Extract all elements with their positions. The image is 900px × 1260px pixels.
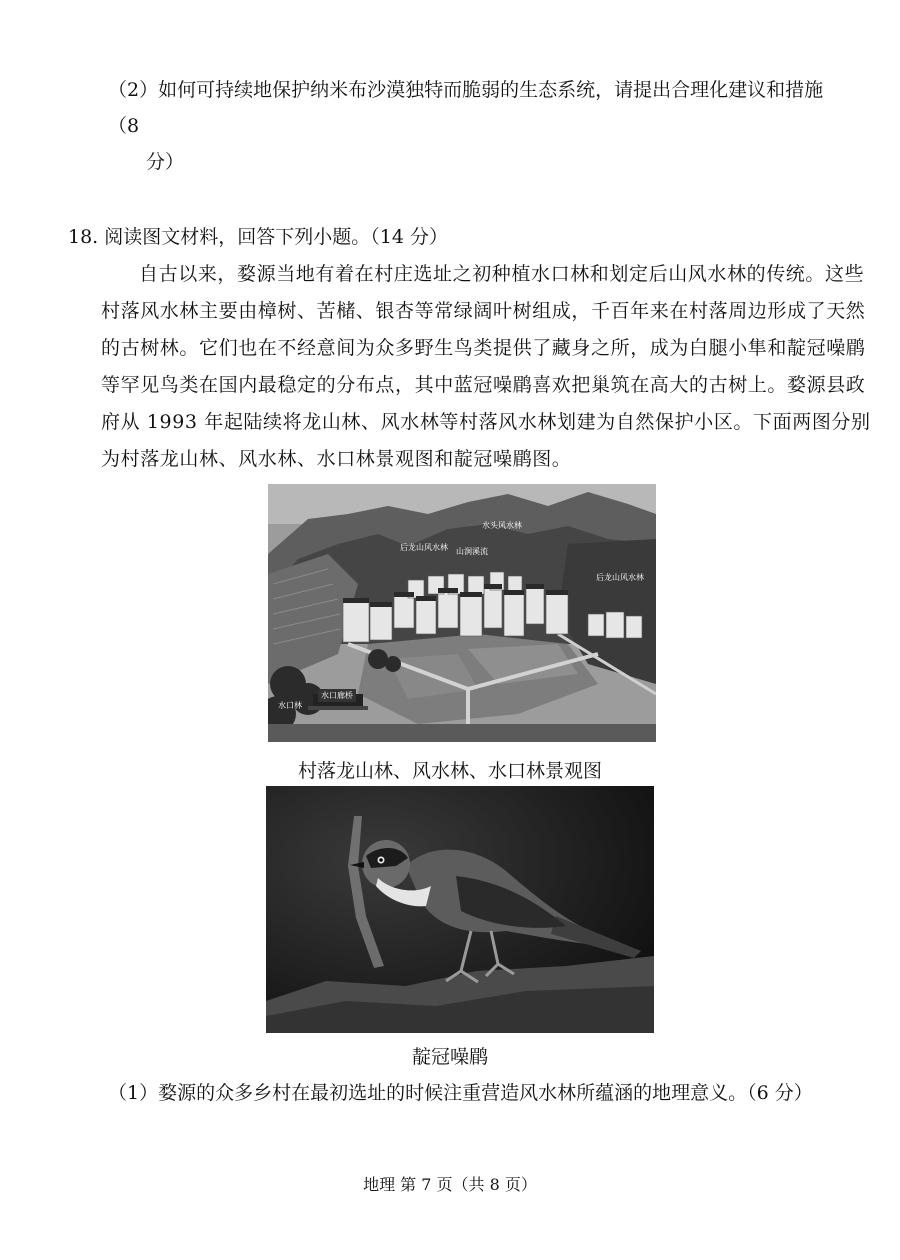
material-line: 自古以来，婺源当地有着在村庄选址之初种植水口林和划定后山风水林的传统。这些 [139,263,865,285]
label-shuikou-covered-bridge: 水口廊桥 [318,689,356,702]
page-footer: 地理 第 7 页（共 8 页） [363,1175,537,1194]
question-2-line-2: 分） [146,151,185,173]
question-18-sub-1: （1）婺源的众多乡村在最初选址的时候注重营造风水林所蕴涵的地理意义。（6 分） [108,1082,813,1104]
label-houlong-fengshui-forest-right: 后龙山风水林 [596,573,644,582]
question-18-heading: 18. 阅读图文材料，回答下列小题。（14 分） [68,226,448,248]
material-line: 府从 1993 年起陆续将龙山林、风水林等村落风水林划建为自然保护小区。下面两图分别 [101,411,871,433]
village-landscape-illustration [268,484,656,742]
material-line: 为村落龙山林、风水林、水口林景观图和靛冠噪鹛图。 [101,448,572,470]
material-line: 村落风水林主要由樟树、苦槠、银杏等常绿阔叶树组成，千百年来在村落周边形成了天然 [101,300,866,322]
bird-photo [266,786,654,1033]
label-houlong-fengshui-forest-left: 后龙山风水林 [400,543,448,552]
question-2 [108,72,843,180]
figure-1-caption: 村落龙山林、风水林、水口林景观图 [297,760,602,782]
figure-2-caption: 靛冠噪鹛 [411,1046,488,1068]
question-2-line-1: （2）如何可持续地保护纳米布沙漠独特而脆弱的生态系统，请提出合理化建议和措施（8 [108,79,824,137]
label-mountain-stream: 山涧溪流 [456,547,488,556]
village-landscape-photo [268,484,656,742]
question-18-material [101,256,871,478]
material-line: 的古树林。它们也在不经意间为众多野生鸟类提供了藏身之所，成为白腿小隼和靛冠噪鹛 [101,337,866,359]
material-line: 等罕见鸟类在国内最稳定的分布点，其中蓝冠噪鹛喜欢把巢筑在高大的古树上。婺源县政 [101,374,866,396]
label-shuitou-fengshui-forest: 水头风水林 [482,521,522,530]
blue-crowned-laughingthrush-illustration [266,786,654,1033]
label-shuikou-forest: 水口林 [278,701,302,710]
